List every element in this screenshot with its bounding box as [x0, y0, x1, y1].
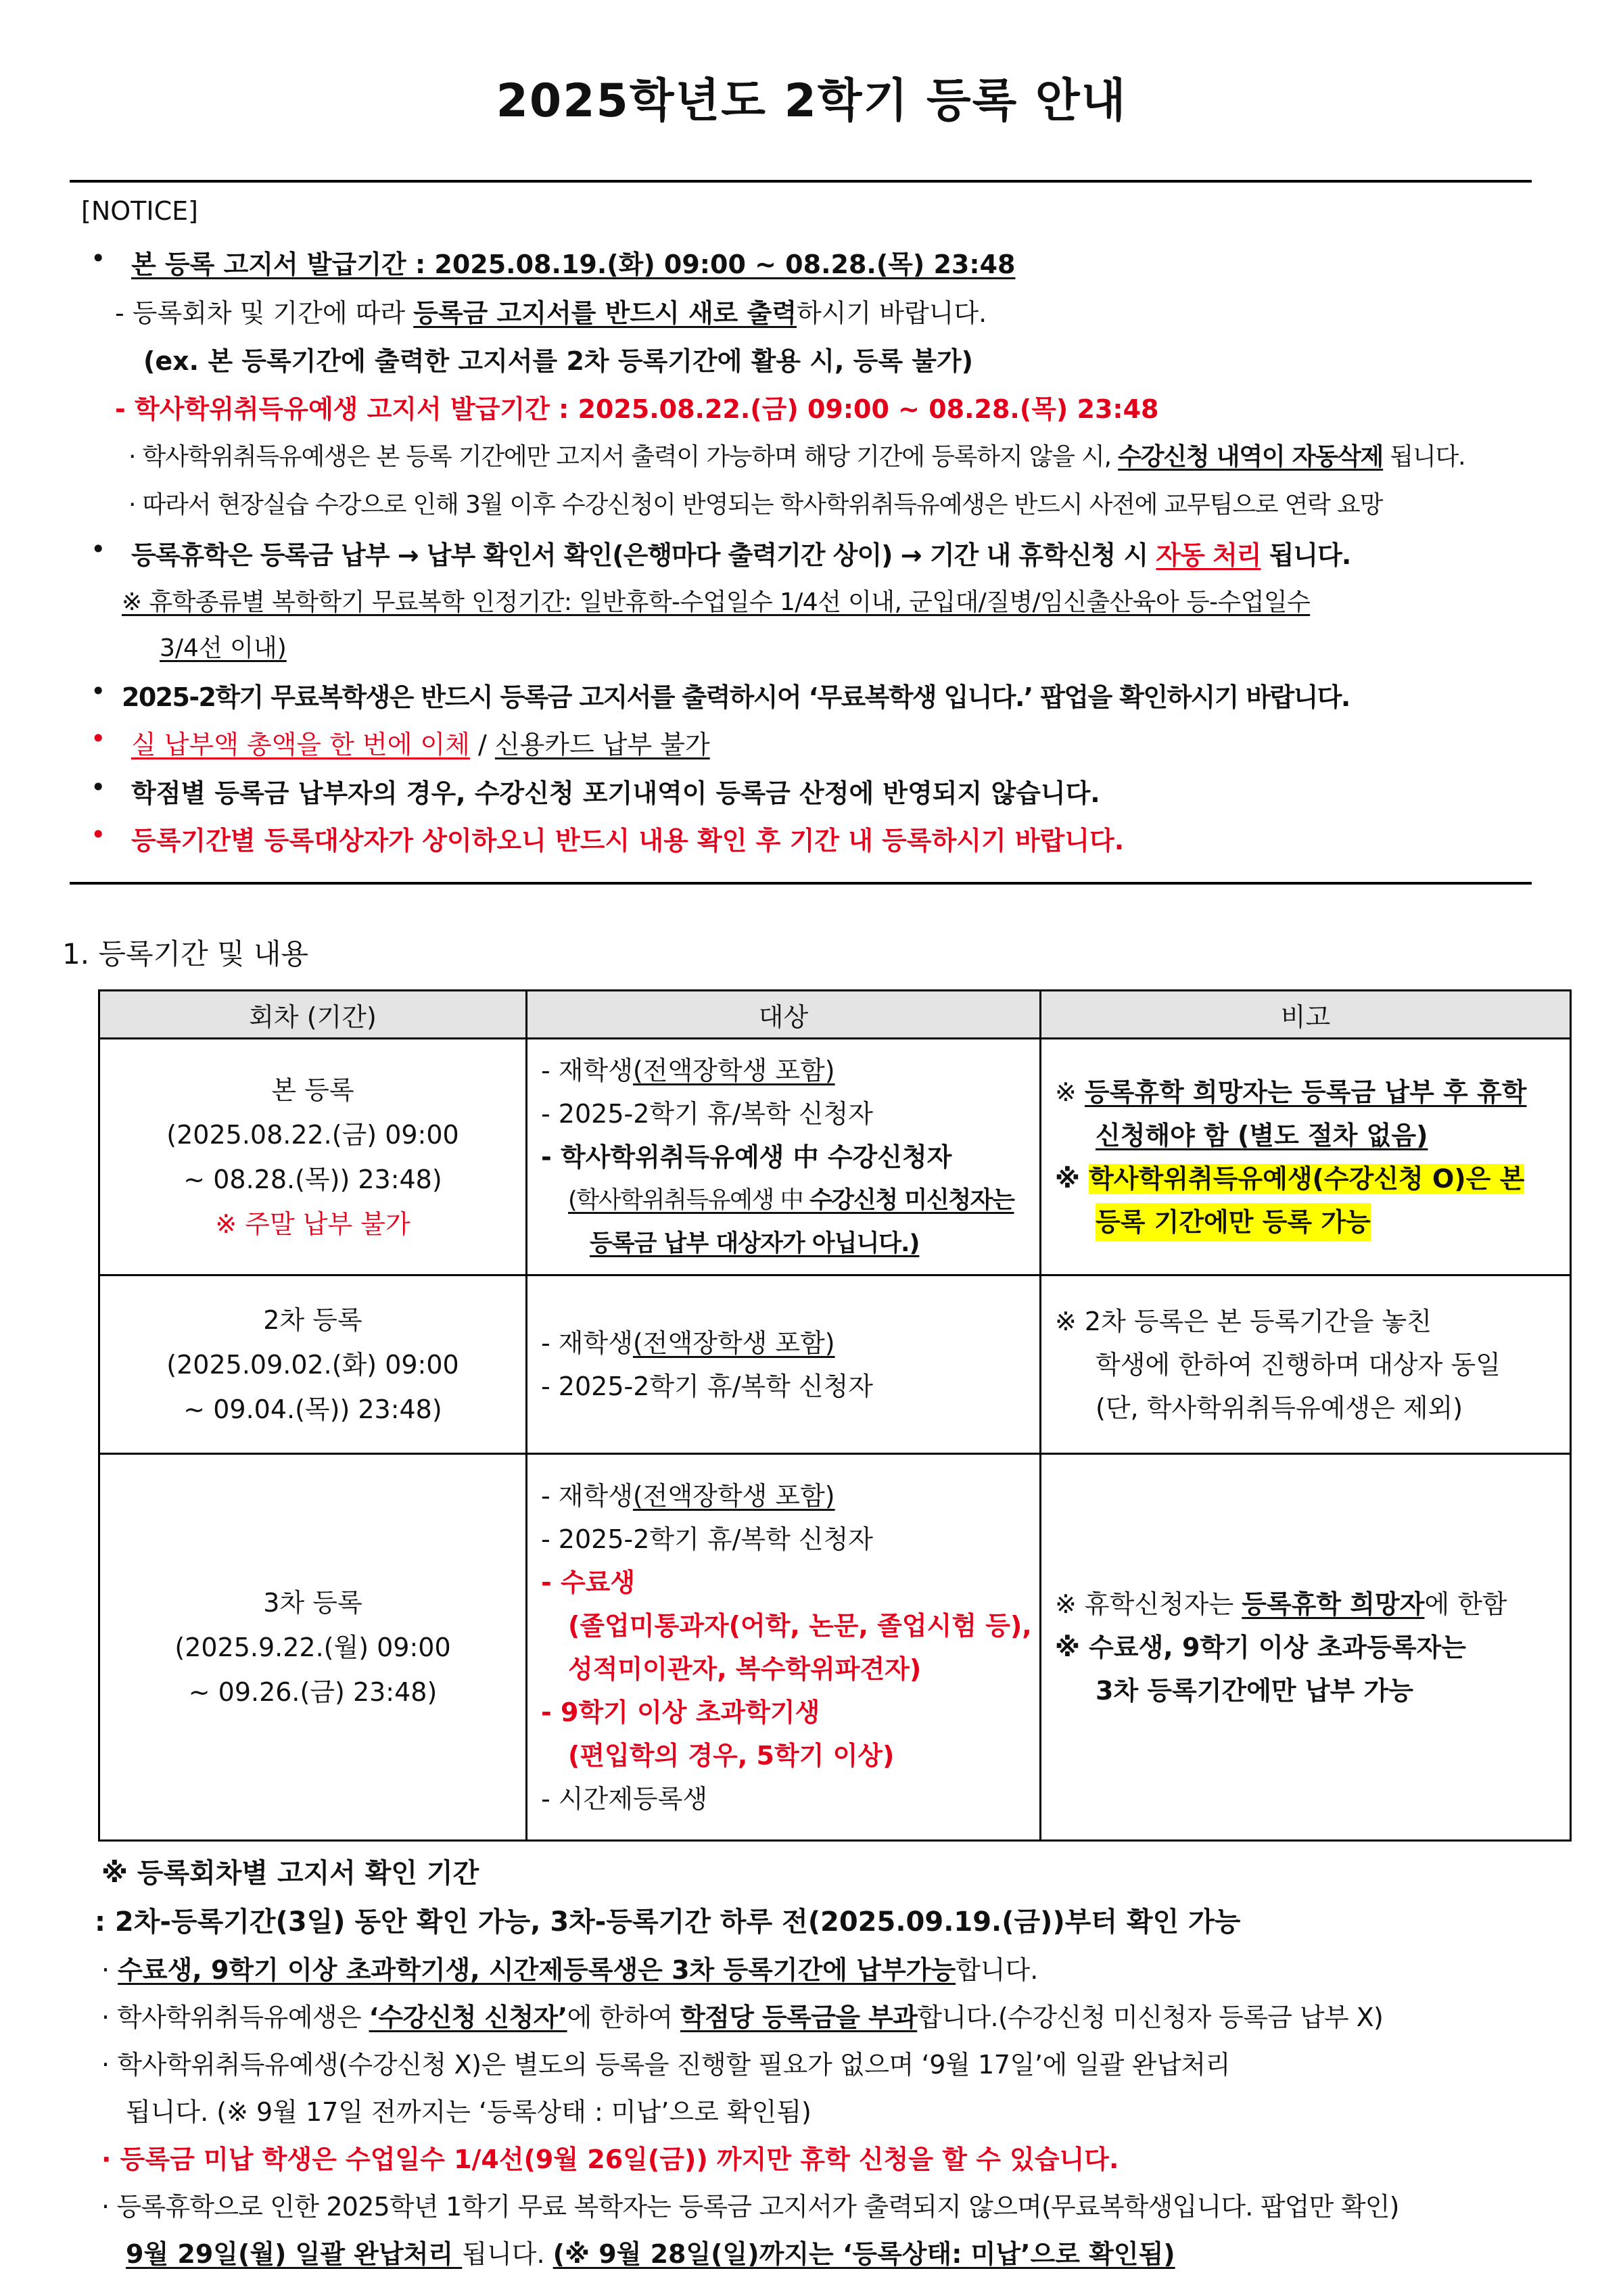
- row1-target: - 재학생(전액장학생 포함) - 2025-2학기 휴/복학 신청자 - 학사학위취득유예생 中 수강신청자 (학사학위취득유예생 中 수강신청 미신청자는 등록금 납부 대상자가 아닙니다.): [527, 1039, 1041, 1275]
- notes-line-7: · 등록금 미납 학생은 수업일수 1/4선(9월 26일(금)) 까지만 휴학 신청을 할 수 있습니다.: [101, 2145, 1119, 2174]
- notes-line-5: · 학사학위취득유예생(수강신청 X)은 별도의 등록을 진행할 필요가 없으며 ‘9월 17일’에 일괄 완납처리: [101, 2050, 1231, 2080]
- notice-header: [NOTICE]: [81, 196, 198, 226]
- notice-b1-sub5: · 따라서 현장실습 수강으로 인해 3월 이후 수강신청이 반영되는 학사학위취득유예생은 반드시 사전에 교무팀으로 연락 요망: [128, 491, 1383, 519]
- notice-bullet-1: 본 등록 고지서 발급기간 : 2025.08.19.(화) 09:00 ~ 08.28.(목) 23:48: [131, 250, 1016, 279]
- row3-target: - 재학생(전액장학생 포함) - 2025-2학기 휴/복학 신청자 - 수료생 (졸업미통과자(어학, 논문, 졸업시험 등), 성적미이관자, 복수학위파견자) - 9학기 이상 초과학기생 (편입학의 경우, 5학기 이상) - 시간제등록생: [527, 1454, 1041, 1841]
- notes-line-8: · 등록휴학으로 인한 2025학년 1학기 무료 복학자는 등록금 고지서가 출력되지 않으며(무료복학생입니다. 팝업만 확인): [101, 2192, 1399, 2222]
- bullet-dot: •: [91, 676, 106, 706]
- bullet-dot: •: [91, 772, 106, 802]
- table-row: [99, 1039, 1571, 1275]
- notice-bullet-4: 실 납부액 총액을 한 번에 이체 / 신용카드 납부 불가: [131, 730, 710, 759]
- table-row: [99, 1275, 1571, 1454]
- row2-period: 2차 등록 (2025.09.02.(화) 09:00 ~ 09.04.(목)) 23:48): [99, 1275, 527, 1454]
- notice-b2-sub2: 3/4선 이내): [160, 634, 287, 662]
- notes-line-3: · 수료생, 9학기 이상 초과학기생, 시간제등록생은 3차 등록기간에 납부가능합니다.: [101, 1955, 1039, 1985]
- col-header-period: 회차 (기간): [99, 991, 527, 1039]
- notice-bullet-5: 학점별 등록금 납부자의 경우, 수강신청 포기내역이 등록금 산정에 반영되지 않습니다.: [131, 778, 1100, 808]
- notice-bullet-6: 등록기간별 등록대상자가 상이하오니 반드시 내용 확인 후 기간 내 등록하시기 바랍니다.: [131, 826, 1125, 856]
- section-heading: 1. 등록기간 및 내용: [62, 937, 309, 970]
- notice-bottom-rule: [70, 882, 1532, 885]
- notice-b1-sub4: · 학사학위취득유예생은 본 등록 기간에만 고지서 출력이 가능하며 해당 기간에 등록하지 않을 시, 수강신청 내역이 자동삭제 됩니다.: [128, 443, 1465, 471]
- row1-remarks: ※ 등록휴학 희망자는 등록금 납부 후 휴학 신청해야 함 (별도 절차 없음) ※ 학사학위취득유예생(수강신청 O)은 본 등록 기간에만 등록 가능: [1041, 1039, 1571, 1275]
- table-header-row: [99, 991, 1571, 1039]
- row3-period: 3차 등록 (2025.9.22.(월) 09:00 ~ 09.26.(금) 23:48): [99, 1454, 527, 1841]
- col-header-target: 대상: [527, 991, 1041, 1039]
- notice-b1-sub3: - 학사학위취득유예생 고지서 발급기간 : 2025.08.22.(금) 09:00 ~ 08.28.(목) 23:48: [115, 394, 1159, 424]
- notes-title: ※ 등록회차별 고지서 확인 기간: [101, 1858, 479, 1889]
- notice-top-rule: [70, 180, 1532, 183]
- notice-b2-sub1: ※ 휴학종류별 복학학기 무료복학 인정기간: 일반휴학-수업일수 1/4선 이내, 군입대/질병/임신출산육아 등-수업일수: [122, 588, 1311, 616]
- notes-line-9: 9월 29일(월) 일괄 완납처리 됩니다. (※ 9월 28일(일)까지는 ‘등록상태: 미납’으로 확인됨): [126, 2239, 1175, 2269]
- notice-bullet-3: 2025-2학기 무료복학생은 반드시 등록금 고지서를 출력하시어 ‘무료복학생 입니다.’ 팝업을 확인하시기 바랍니다.: [122, 682, 1350, 712]
- table-row: [99, 1454, 1571, 1841]
- notes-line-2: : 2차-등록기간(3일) 동안 확인 가능, 3차-등록기간 하루 전(2025.09.19.(금))부터 확인 가능: [95, 1906, 1241, 1938]
- bullet-dot: •: [91, 243, 106, 273]
- notes-line-4: · 학사학위취득유예생은 ‘수강신청 신청자’에 한하여 학점당 등록금을 부과합니다.(수강신청 미신청자 등록금 납부 X): [101, 2002, 1384, 2032]
- notice-b1-sub2: (ex. 본 등록기간에 출력한 고지서를 2차 등록기간에 활용 시, 등록 불가): [143, 346, 974, 376]
- row2-target: - 재학생(전액장학생 포함) - 2025-2학기 휴/복학 신청자: [527, 1275, 1041, 1454]
- bullet-dot: •: [91, 534, 106, 564]
- row2-remarks: ※ 2차 등록은 본 등록기간을 놓친 학생에 한하여 진행하며 대상자 동일 (단, 학사학위취득유예생은 제외): [1041, 1275, 1571, 1454]
- notice-b1-sub1: - 등록회차 및 기간에 따라 등록금 고지서를 반드시 새로 출력하시기 바랍니다.: [115, 298, 987, 328]
- col-header-remarks: 비고: [1041, 991, 1571, 1039]
- registration-table: [98, 989, 1572, 1842]
- page-title: 2025학년도 2학기 등록 안내: [496, 74, 1127, 128]
- notice-bullet-2: 등록휴학은 등록금 납부 → 납부 확인서 확인(은행마다 출력기간 상이) → 기간 내 휴학신청 시 자동 처리 됩니다.: [131, 540, 1351, 570]
- row3-remarks: ※ 휴학신청자는 등록휴학 희망자에 한함 ※ 수료생, 9학기 이상 초과등록자는 3차 등록기간에만 납부 가능: [1041, 1454, 1571, 1841]
- bullet-dot: •: [91, 724, 106, 753]
- bullet-dot: •: [91, 820, 106, 849]
- notes-line-6: 됩니다. (※ 9월 17일 전까지는 ‘등록상태 : 미납’으로 확인됨): [126, 2097, 812, 2127]
- row1-period: 본 등록 (2025.08.22.(금) 09:00 ~ 08.28.(목)) 23:48) ※ 주말 납부 불가: [99, 1039, 527, 1275]
